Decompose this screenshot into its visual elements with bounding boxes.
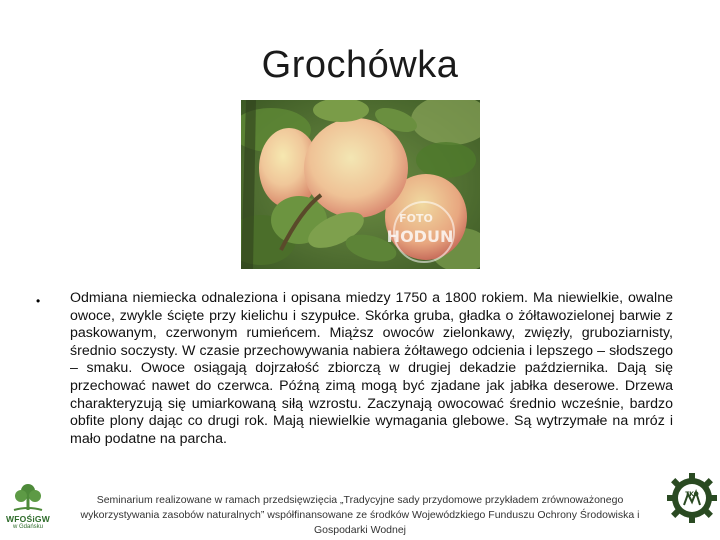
variety-description: Odmiana niemiecka odnaleziona i opisana miedzy 1750 a 1800 rokiem. Ma niewielkie, owalne owoce, zwykle ścięte przy kielichu i szypułce. Skórka gruba, gładka o żółtawozielonej barwie z paskowanym, czerwonym rumieńcem. Miąższ owoców zielonkawy, zwięzły, gruboziarnisty, średnio soczysty. W czasie przechowywania nabiera żółtawego odcienia i lepszego – słodszego – smaku. Owoce osiągają dojrzałość zbiorczą w drugiej dekadzie października. Dają się przechować nawet do czerwca. Późną zimą mogą być zjadane jak jabłka deserowe. Drzewa charakteryzują się umiarkowaną siłą wzrostu. Zaczynają owocować średnio wcześnie, bardzo obfite plony dając co drugi rok. Mają niewielkie wymagania glebowe. Są wytrzymałe na mróz i mało podatne na parcha. [70, 290, 673, 447]
bullet-marker: • [36, 294, 41, 308]
wfosigw-logo [2, 482, 54, 530]
watermark-bottom: HODUN [386, 227, 454, 246]
footer-note: Seminarium realizowane w ramach przedsięwzięcia „Tradycyjne sady przydomowe przykładem zrównoważonego wykorzystywania zasobów naturalnych” współfinansowane ze środków Wojewódzkiego Funduszu Ochrony Środowiska i Gospodarki Wodnej [80, 494, 640, 536]
gear-icon [667, 472, 717, 524]
tko-logo [667, 472, 717, 524]
slide-title: Grochówka [261, 44, 459, 86]
logo-right-name: TKO [685, 491, 699, 498]
watermark-top: FOTO [399, 212, 433, 225]
tree-icon [2, 482, 54, 514]
logo-left-subtitle: w Gdańsku [12, 524, 43, 530]
apple-photo [241, 100, 480, 269]
logo-left-name: WFOŚiGW [6, 514, 50, 524]
